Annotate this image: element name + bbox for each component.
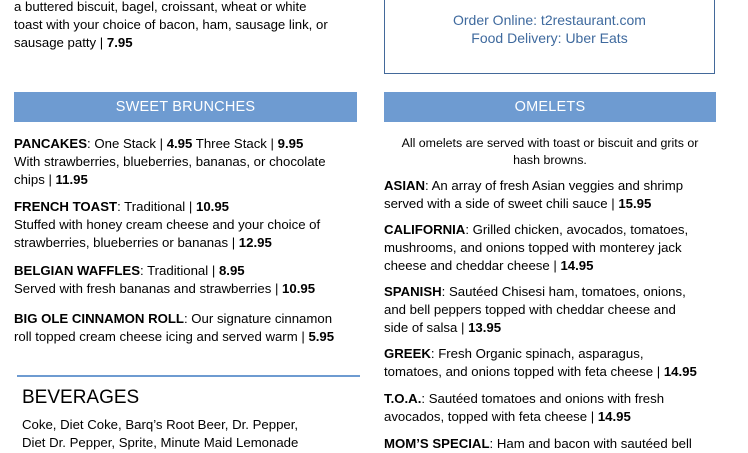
top-item-line1: a buttered biscuit, bagel, croissant, wheat or white [14, 0, 307, 14]
order-online-link[interactable]: Order Online: t2restaurant.com [453, 12, 646, 28]
menu-item-toa-omelet: T.O.A.: Sautéed tomatoes and onions with fresh avocados, topped with feta cheese | 14.95 [384, 391, 665, 424]
top-item-line3: sausage patty | 7.95 [14, 35, 133, 50]
menu-item-greek-omelet: GREEK: Fresh Organic spinach, asparagus, tomatoes, and onions topped with feta cheese | 14.95 [384, 346, 697, 379]
omelets-note: All omelets are served with toast or biscuit and grits or hash browns. [401, 136, 699, 167]
beverages-list: Coke, Diet Coke, Barq’s Root Beer, Dr. Pepper, Diet Dr. Pepper, Sprite, Minute Maid Lemonade [22, 417, 299, 450]
omelets-header: OMELETS [384, 92, 716, 122]
menu-item-french-toast: FRENCH TOAST: Traditional | 10.95 Stuffed with honey cream cheese and your choice of strawberries, blueberries or bananas | 12.95 [14, 199, 321, 250]
menu-item-cinnamon-roll: BIG OLE CINNAMON ROLL: Our signature cinnamon roll topped cream cheese icing and served warm | 5.95 [14, 311, 335, 344]
section-divider [17, 375, 360, 377]
menu-item-spanish-omelet: SPANISH: Sautéed Chisesi ham, tomatoes, onions, and bell peppers topped with cheddar cheese and side of salsa | 13.95 [384, 284, 686, 335]
food-delivery-text: Food Delivery: Uber Eats [471, 30, 628, 46]
top-item-description [14, 0, 374, 52]
order-info-box [384, 0, 715, 74]
menu-item-belgian-waffles: BELGIAN WAFFLES: Traditional | 8.95 Served with fresh bananas and strawberries | 10.95 [14, 263, 316, 296]
top-item-line2: toast with your choice of bacon, ham, sausage link, or [14, 17, 328, 32]
menu-item-asian-omelet: ASIAN: An array of fresh Asian veggies and shrimp served with a side of sweet chili sauce | 15.95 [384, 178, 684, 211]
beverages-title: BEVERAGES [22, 387, 140, 408]
top-item-price: 7.95 [106, 35, 133, 50]
sweet-brunches-header: SWEET BRUNCHES [14, 92, 357, 122]
menu-item-california-omelet: CALIFORNIA: Grilled chicken, avocados, tomatoes, mushrooms, and onions topped with monterey jack cheese and cheddar cheese | 14.95 [384, 222, 689, 273]
menu-item-moms-special-omelet: MOM’S SPECIAL: Ham and bacon with sautéed bell [384, 436, 692, 451]
menu-item-pancakes: PANCAKES: One Stack | 4.95 Three Stack | 9.95 With strawberries, blueberries, bananas, or chocolate chips | 11.95 [14, 136, 326, 187]
